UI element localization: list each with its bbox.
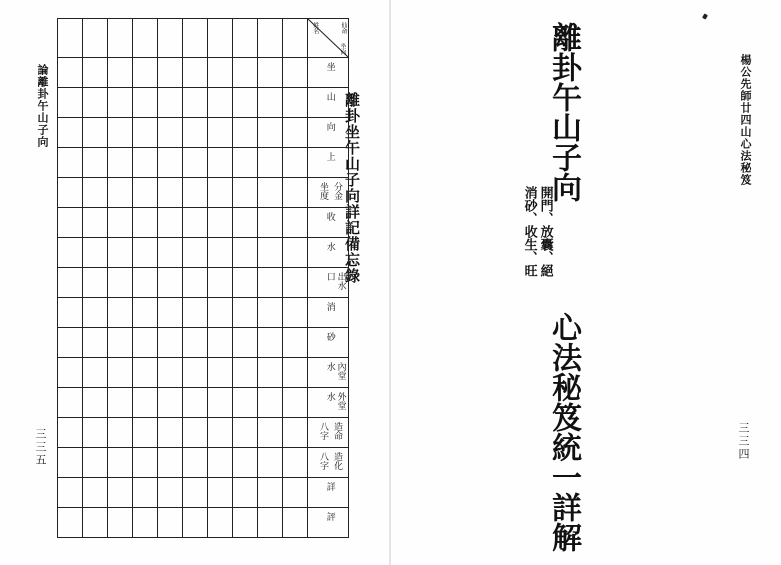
- grid-cell[interactable]: [158, 118, 183, 148]
- row-label-text-a: 造命: [332, 422, 342, 440]
- grid-row: [58, 178, 349, 208]
- grid-cell[interactable]: [208, 418, 233, 448]
- grid-row: [58, 208, 349, 238]
- grid-cell[interactable]: [283, 358, 308, 388]
- grid-cell[interactable]: [83, 148, 108, 178]
- grid-row-label: [308, 448, 349, 478]
- grid-cell[interactable]: [108, 88, 133, 118]
- grid-cell[interactable]: [133, 418, 158, 448]
- grid-cell[interactable]: [58, 358, 83, 388]
- grid-cell[interactable]: [258, 298, 283, 328]
- grid-cell[interactable]: [258, 418, 283, 448]
- header-label-birth: 仙命: [340, 22, 347, 34]
- grid-cell[interactable]: [233, 118, 258, 148]
- grid-cell[interactable]: [58, 478, 83, 508]
- grid-cell[interactable]: [83, 19, 108, 58]
- grid-cell[interactable]: [258, 238, 283, 268]
- grid-cell[interactable]: [108, 178, 133, 208]
- grid-cell[interactable]: [208, 478, 233, 508]
- grid-cell[interactable]: [133, 58, 158, 88]
- grid-cell[interactable]: [233, 208, 258, 238]
- grid-cell[interactable]: [258, 208, 283, 238]
- grid-row-label: [308, 478, 349, 508]
- row-label-text: 評: [324, 512, 335, 521]
- grid-cell[interactable]: [158, 178, 183, 208]
- memo-title: 離卦坐午山子向詳記備忘錄: [343, 92, 361, 284]
- grid-cell[interactable]: [58, 58, 83, 88]
- grid-cell[interactable]: [58, 178, 83, 208]
- grid-cell[interactable]: [208, 19, 233, 58]
- grid-row-label: [308, 418, 349, 448]
- grid-cell[interactable]: [283, 19, 308, 58]
- grid-cell[interactable]: [133, 268, 158, 298]
- grid-cell[interactable]: [233, 328, 258, 358]
- grid-row: [58, 58, 349, 88]
- row-label-text: 消: [324, 302, 335, 311]
- grid-cell[interactable]: [133, 448, 158, 478]
- grid-cell[interactable]: [183, 118, 208, 148]
- left-page: [0, 0, 390, 565]
- grid-cell[interactable]: [233, 388, 258, 418]
- grid-cell[interactable]: [83, 58, 108, 88]
- grid-cell[interactable]: [158, 448, 183, 478]
- grid-row-label: [308, 208, 349, 238]
- grid-cell[interactable]: [183, 448, 208, 478]
- grid-cell[interactable]: [108, 478, 133, 508]
- grid-cell[interactable]: [283, 508, 308, 538]
- grid-cell[interactable]: [158, 238, 183, 268]
- grid-cell[interactable]: [133, 328, 158, 358]
- grid-cell[interactable]: [58, 268, 83, 298]
- grid-cell[interactable]: [283, 268, 308, 298]
- grid-cell[interactable]: [158, 508, 183, 538]
- row-label-text: 詳: [324, 482, 335, 491]
- grid-cell[interactable]: [258, 19, 283, 58]
- grid-cell[interactable]: [133, 388, 158, 418]
- grid-cell[interactable]: [58, 238, 83, 268]
- row-label-text-b: 坐度: [318, 182, 328, 200]
- grid-cell[interactable]: [158, 268, 183, 298]
- grid-cell[interactable]: [183, 388, 208, 418]
- grid-cell[interactable]: [258, 58, 283, 88]
- grid-cell[interactable]: [133, 358, 158, 388]
- grid-cell[interactable]: [233, 448, 258, 478]
- right-page: [391, 0, 781, 565]
- grid-cell[interactable]: [108, 448, 133, 478]
- grid-cell[interactable]: [158, 208, 183, 238]
- right-running-header: 楊公先師廿四山心法秘笈: [739, 54, 752, 186]
- grid-cell[interactable]: [183, 88, 208, 118]
- grid-cell[interactable]: [233, 418, 258, 448]
- grid-cell[interactable]: [83, 448, 108, 478]
- grid-cell[interactable]: [58, 298, 83, 328]
- grid-cell[interactable]: [158, 478, 183, 508]
- grid-cell[interactable]: [158, 88, 183, 118]
- grid-cell[interactable]: [208, 178, 233, 208]
- grid-cell[interactable]: [208, 268, 233, 298]
- grid-cell[interactable]: [233, 58, 258, 88]
- grid-cell[interactable]: [133, 208, 158, 238]
- grid-row-label: [308, 58, 349, 88]
- grid-cell[interactable]: [183, 478, 208, 508]
- grid-cell[interactable]: [183, 238, 208, 268]
- grid-cell[interactable]: [83, 328, 108, 358]
- grid-cell[interactable]: [183, 19, 208, 58]
- grid-row-label: [308, 148, 349, 178]
- grid-row: [58, 418, 349, 448]
- grid-row-label: [308, 88, 349, 118]
- grid-row: [58, 148, 349, 178]
- row-label-text: 上: [324, 152, 335, 161]
- grid-cell[interactable]: [183, 58, 208, 88]
- grid-cell[interactable]: [283, 178, 308, 208]
- header-label-orientation: 坐向: [339, 43, 346, 55]
- grid-row: [58, 358, 349, 388]
- grid-cell[interactable]: [283, 238, 308, 268]
- grid-cell[interactable]: [283, 58, 308, 88]
- grid-row-label: [308, 298, 349, 328]
- grid-cell[interactable]: [158, 418, 183, 448]
- grid-cell[interactable]: [208, 508, 233, 538]
- grid-cell[interactable]: [283, 298, 308, 328]
- grid-cell[interactable]: [208, 388, 233, 418]
- grid-header-row: [58, 19, 349, 58]
- grid-cell[interactable]: [83, 418, 108, 448]
- grid-row-label: [308, 358, 349, 388]
- grid-cell[interactable]: [283, 388, 308, 418]
- grid-cell[interactable]: [283, 328, 308, 358]
- grid-cell[interactable]: [233, 238, 258, 268]
- grid-cell[interactable]: [283, 448, 308, 478]
- grid-row: [58, 268, 349, 298]
- grid-cell[interactable]: [108, 208, 133, 238]
- grid-cell[interactable]: [283, 208, 308, 238]
- grid-row: [58, 328, 349, 358]
- grid-cell[interactable]: [208, 58, 233, 88]
- grid-cell[interactable]: [208, 298, 233, 328]
- grid-cell[interactable]: [183, 148, 208, 178]
- grid-cell[interactable]: [83, 298, 108, 328]
- grid-cell[interactable]: [183, 298, 208, 328]
- grid-cell[interactable]: [208, 358, 233, 388]
- grid-row: [58, 298, 349, 328]
- grid-cell[interactable]: [83, 238, 108, 268]
- grid-cell[interactable]: [208, 118, 233, 148]
- grid-cell[interactable]: [108, 388, 133, 418]
- grid-cell[interactable]: [258, 448, 283, 478]
- grid-cell[interactable]: [108, 328, 133, 358]
- row-label-text: 水: [324, 242, 335, 251]
- grid-header-cell: [308, 19, 349, 58]
- grid-cell[interactable]: [83, 388, 108, 418]
- grid-cell[interactable]: [208, 448, 233, 478]
- grid-row: [58, 478, 349, 508]
- grid-cell[interactable]: [58, 448, 83, 478]
- row-label-text-a: 分金: [332, 182, 342, 200]
- grid-cell[interactable]: [58, 19, 83, 58]
- grid-cell[interactable]: [233, 178, 258, 208]
- title-sub-line-2: 開門、放囊、絕: [537, 186, 553, 277]
- grid-cell[interactable]: [108, 58, 133, 88]
- grid-cell[interactable]: [183, 268, 208, 298]
- grid-cell[interactable]: [233, 478, 258, 508]
- grid-cell[interactable]: [83, 88, 108, 118]
- grid-cell[interactable]: [233, 88, 258, 118]
- grid-cell[interactable]: [108, 148, 133, 178]
- grid-cell[interactable]: [208, 88, 233, 118]
- grid-row-label: [308, 268, 349, 298]
- grid-row: [58, 448, 349, 478]
- grid-cell[interactable]: [83, 478, 108, 508]
- title-main: 離卦午山子向: [546, 22, 581, 202]
- grid-cell[interactable]: [258, 88, 283, 118]
- row-label-text-a: 造化: [332, 452, 342, 470]
- memo-grid-table: [57, 18, 349, 538]
- row-label-text: 出水口: [324, 272, 346, 290]
- grid-cell[interactable]: [108, 508, 133, 538]
- row-label-text: 外堂水: [324, 392, 346, 410]
- grid-cell[interactable]: [258, 148, 283, 178]
- grid-cell[interactable]: [183, 178, 208, 208]
- row-label-text: 收: [324, 212, 335, 221]
- grid-row: [58, 118, 349, 148]
- grid-row-label: [308, 388, 349, 418]
- grid-cell[interactable]: [208, 238, 233, 268]
- right-page-number: 三三四: [737, 422, 750, 461]
- grid-cell[interactable]: [133, 148, 158, 178]
- grid-row-label: [308, 328, 349, 358]
- grid-row: [58, 508, 349, 538]
- grid-cell[interactable]: [58, 388, 83, 418]
- grid-cell[interactable]: [133, 298, 158, 328]
- grid-cell[interactable]: [58, 208, 83, 238]
- grid-row: [58, 388, 349, 418]
- grid-cell[interactable]: [233, 298, 258, 328]
- grid-cell[interactable]: [208, 148, 233, 178]
- row-label-text: 山: [324, 92, 335, 101]
- grid-row: [58, 238, 349, 268]
- grid-cell[interactable]: [283, 88, 308, 118]
- grid-cell[interactable]: [258, 358, 283, 388]
- row-label-text: 坐: [324, 62, 335, 71]
- grid-cell[interactable]: [133, 19, 158, 58]
- grid-cell[interactable]: [183, 328, 208, 358]
- grid-row-label: [308, 508, 349, 538]
- grid-cell[interactable]: [183, 208, 208, 238]
- grid-cell[interactable]: [133, 88, 158, 118]
- grid-cell[interactable]: [58, 88, 83, 118]
- grid-cell[interactable]: [108, 238, 133, 268]
- grid-cell[interactable]: [233, 268, 258, 298]
- grid-cell[interactable]: [258, 118, 283, 148]
- grid-cell[interactable]: [108, 298, 133, 328]
- grid-cell[interactable]: [233, 508, 258, 538]
- grid-row-label: [308, 178, 349, 208]
- row-label-text-b: 八字: [318, 422, 328, 440]
- ink-speck: [702, 13, 708, 19]
- grid-cell[interactable]: [158, 388, 183, 418]
- grid-cell[interactable]: [83, 358, 108, 388]
- grid-cell[interactable]: [283, 118, 308, 148]
- grid-cell[interactable]: [83, 508, 108, 538]
- grid-cell[interactable]: [158, 328, 183, 358]
- grid-cell[interactable]: [133, 478, 158, 508]
- grid-cell[interactable]: [133, 508, 158, 538]
- grid-cell[interactable]: [83, 118, 108, 148]
- row-label-text: 砂: [324, 332, 335, 341]
- grid-cell[interactable]: [233, 148, 258, 178]
- grid-cell[interactable]: [108, 19, 133, 58]
- grid-cell[interactable]: [58, 418, 83, 448]
- grid-cell[interactable]: [58, 148, 83, 178]
- grid-cell[interactable]: [108, 358, 133, 388]
- grid-cell[interactable]: [183, 418, 208, 448]
- title-tail: 心法秘笈統一詳解: [546, 312, 581, 552]
- grid-cell[interactable]: [83, 178, 108, 208]
- grid-cell[interactable]: [58, 508, 83, 538]
- grid-cell[interactable]: [133, 238, 158, 268]
- grid-cell[interactable]: [233, 358, 258, 388]
- grid-row-label: [308, 118, 349, 148]
- grid-cell[interactable]: [158, 358, 183, 388]
- header-label-name: 姓名: [311, 22, 319, 34]
- grid-cell[interactable]: [158, 298, 183, 328]
- grid-cell[interactable]: [133, 118, 158, 148]
- grid-cell[interactable]: [258, 388, 283, 418]
- grid-cell[interactable]: [58, 328, 83, 358]
- grid-cell[interactable]: [83, 208, 108, 238]
- grid-cell[interactable]: [108, 118, 133, 148]
- grid-cell[interactable]: [233, 19, 258, 58]
- grid-cell[interactable]: [158, 19, 183, 58]
- left-page-number: 三三五: [34, 428, 47, 467]
- row-label-text: 向: [324, 122, 335, 131]
- grid-cell[interactable]: [133, 178, 158, 208]
- grid-cell[interactable]: [108, 418, 133, 448]
- title-sub-line-1: 消砂、收生、旺: [521, 186, 537, 277]
- grid-row: [58, 88, 349, 118]
- grid-cell[interactable]: [158, 148, 183, 178]
- grid-cell[interactable]: [283, 418, 308, 448]
- left-running-header: 論離卦午山子向: [36, 64, 49, 148]
- row-label-text-b: 八字: [318, 452, 328, 470]
- grid-cell[interactable]: [158, 58, 183, 88]
- grid-cell[interactable]: [258, 508, 283, 538]
- row-label-text: 內堂水: [324, 362, 346, 380]
- grid-cell[interactable]: [83, 268, 108, 298]
- grid-cell[interactable]: [183, 358, 208, 388]
- grid-cell[interactable]: [258, 178, 283, 208]
- grid-cell[interactable]: [258, 328, 283, 358]
- grid-cell[interactable]: [258, 268, 283, 298]
- grid-cell[interactable]: [58, 118, 83, 148]
- grid-cell[interactable]: [208, 208, 233, 238]
- grid-cell[interactable]: [283, 478, 308, 508]
- grid-row-label: [308, 238, 349, 268]
- grid-cell[interactable]: [283, 148, 308, 178]
- grid-cell[interactable]: [258, 478, 283, 508]
- grid-cell[interactable]: [108, 268, 133, 298]
- grid-cell[interactable]: [208, 328, 233, 358]
- grid-cell[interactable]: [183, 508, 208, 538]
